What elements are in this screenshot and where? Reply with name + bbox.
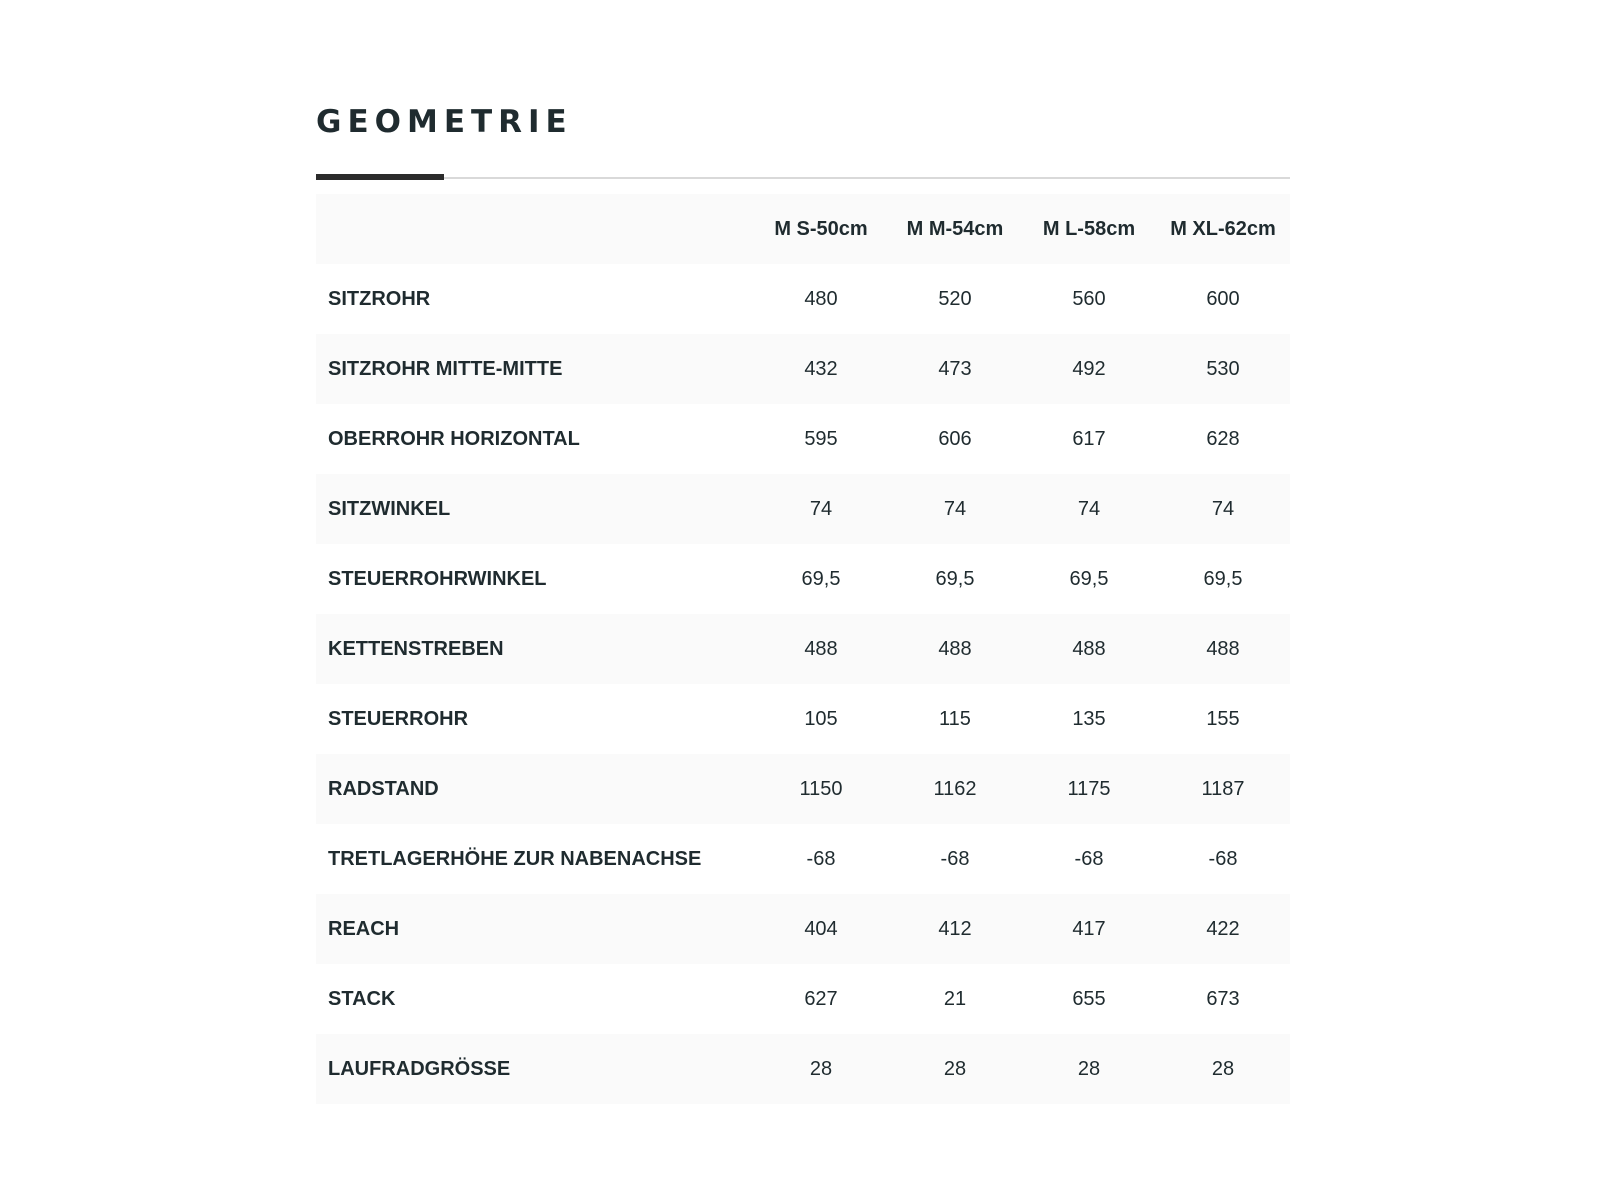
row-value: 492 xyxy=(1072,357,1106,380)
row-value: 422 xyxy=(1206,917,1240,940)
row-value: 417 xyxy=(1072,917,1106,940)
row-value: 28 xyxy=(809,1057,833,1080)
size-column-header: M L-58cm xyxy=(1042,217,1136,240)
row-label: OBERROHR HORIZONTAL xyxy=(328,427,580,450)
row-value: 69,5 xyxy=(1203,567,1243,590)
row-value: 28 xyxy=(1211,1057,1235,1080)
table-row xyxy=(316,614,1290,684)
row-value: 74 xyxy=(943,497,967,520)
row-label: REACH xyxy=(328,917,400,940)
row-label: STEUERROHRWINKEL xyxy=(328,567,547,590)
row-value: 135 xyxy=(1072,707,1106,730)
row-value: -68 xyxy=(1208,847,1238,870)
row-value: 617 xyxy=(1072,427,1106,450)
row-value: 21 xyxy=(943,987,967,1010)
row-label: LAUFRADGRÖSSE xyxy=(328,1057,511,1080)
row-value: 673 xyxy=(1206,987,1240,1010)
underline-accent xyxy=(316,174,444,180)
table-row xyxy=(316,474,1290,544)
size-column-header: M S-50cm xyxy=(774,217,868,240)
row-value: 74 xyxy=(1077,497,1101,520)
table-row xyxy=(316,1034,1290,1104)
row-label: SITZWINKEL xyxy=(328,497,451,520)
row-value: 404 xyxy=(804,917,838,940)
row-value: 1187 xyxy=(1201,777,1245,800)
row-label: STEUERROHR xyxy=(328,707,469,730)
row-label: STACK xyxy=(328,987,396,1010)
row-value: 1150 xyxy=(799,777,843,800)
header-row xyxy=(316,194,1290,264)
row-value: -68 xyxy=(940,847,970,870)
underline-track xyxy=(316,177,1290,179)
table-row xyxy=(316,824,1290,894)
row-value: 488 xyxy=(1206,637,1240,660)
row-value: 155 xyxy=(1206,707,1240,730)
geometry-table xyxy=(316,194,1290,1104)
table-body xyxy=(316,264,1290,1104)
table-row xyxy=(316,404,1290,474)
row-value: -68 xyxy=(1074,847,1104,870)
row-value: 412 xyxy=(938,917,972,940)
row-value: 1162 xyxy=(933,777,977,800)
row-label: SITZROHR xyxy=(328,287,431,310)
size-column-header: M XL-62cm xyxy=(1170,217,1276,240)
row-value: 606 xyxy=(938,427,972,450)
row-value: 105 xyxy=(804,707,838,730)
row-value: 432 xyxy=(804,357,838,380)
row-value: 655 xyxy=(1072,987,1106,1010)
table-row xyxy=(316,964,1290,1034)
row-value: 28 xyxy=(1077,1057,1101,1080)
row-value: 69,5 xyxy=(1069,567,1109,590)
row-value: 74 xyxy=(1211,497,1235,520)
size-column-header: M M-54cm xyxy=(906,217,1004,240)
title-underline xyxy=(316,174,1290,180)
row-value: 488 xyxy=(1072,637,1106,660)
table-row xyxy=(316,894,1290,964)
row-value: 69,5 xyxy=(801,567,841,590)
row-value: 1175 xyxy=(1067,777,1111,800)
section-title: GEOMETRIE xyxy=(316,104,573,140)
table-row xyxy=(316,544,1290,614)
row-label: RADSTAND xyxy=(328,777,439,800)
row-value: 28 xyxy=(943,1057,967,1080)
row-value: 480 xyxy=(804,287,838,310)
row-value: 595 xyxy=(804,427,838,450)
row-value: 628 xyxy=(1206,427,1240,450)
row-value: 488 xyxy=(804,637,838,660)
table-row xyxy=(316,684,1290,754)
row-value: 560 xyxy=(1072,287,1106,310)
header-label-cell xyxy=(316,194,754,264)
row-value: 69,5 xyxy=(935,567,975,590)
geometry-section xyxy=(316,100,1290,1104)
row-value: 488 xyxy=(938,637,972,660)
row-value: 74 xyxy=(809,497,833,520)
row-value: 530 xyxy=(1206,357,1240,380)
table-row xyxy=(316,334,1290,404)
row-label: SITZROHR MITTE-MITTE xyxy=(328,357,563,380)
row-value: 600 xyxy=(1206,287,1240,310)
table-row xyxy=(316,264,1290,334)
row-value: 115 xyxy=(939,707,971,730)
table-header xyxy=(316,194,1290,264)
row-label: KETTENSTREBEN xyxy=(328,637,504,660)
row-label: TRETLAGERHÖHE ZUR NABENACHSE xyxy=(328,847,702,870)
row-value: 627 xyxy=(804,987,838,1010)
row-value: 520 xyxy=(938,287,972,310)
row-value: 473 xyxy=(938,357,972,380)
row-value: -68 xyxy=(806,847,836,870)
table-row xyxy=(316,754,1290,824)
